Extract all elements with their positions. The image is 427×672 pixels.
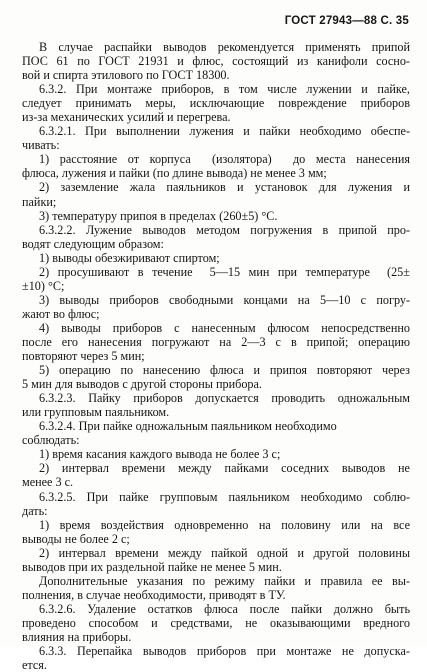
text-line: дать: (22, 503, 48, 518)
text-line: 6.3.2.4. При пайке одножальным паяльником необходимо (39, 419, 337, 434)
text-line: менее 3 с. (22, 475, 74, 490)
text-line: 2) интервал времени между пайкой одной и другой половины (39, 545, 410, 560)
text-line: 6.3.3. Перепайка выводов приборов при монтаже не допуска- (39, 644, 410, 659)
text-line: водят следующим образом: (22, 236, 164, 251)
body-text (22, 40, 410, 672)
text-line: полнения, в случае необходимости, приводят в ТУ. (22, 587, 286, 602)
text-line: 6.3.2.3. Пайку приборов допускается проводить одножальным (39, 391, 410, 406)
text-line: ПОС 61 по ГОСТ 21931 и флюс, состоящий из канифоли сосно- (22, 54, 410, 69)
text-line: 3) температуру припоя в пределах (260±5) °С. (39, 208, 278, 223)
text-line: 1) время касания каждого вывода не более 3 с; (39, 447, 281, 462)
text-line: 6.3.2.6. Удаление остатков флюса после пайки должно быть (39, 601, 410, 616)
text-line: В случае распайки выводов рекомендуется применять припой (39, 40, 410, 54)
text-line: 4) выводы приборов с нанесенным флюсом непосредственно (39, 320, 410, 335)
text-line: 1) время воздействия одновременно на половину или на все (39, 517, 410, 532)
text-line: вой и спирта этилового по ГОСТ 18300. (22, 68, 230, 83)
text-line: 5) операцию по нанесению флюса и припоя повторяют через (39, 363, 410, 378)
text-line: или групповым паяльником. (22, 405, 170, 420)
text-line: 2) заземление жала паяльников и установок для лужения и (39, 180, 410, 195)
text-line: пайки; (22, 194, 57, 209)
text-line: ется. (22, 658, 47, 672)
text-line: флюса, лужения и пайки (по длине вывода) не менее 3 мм; (22, 166, 327, 181)
text-line: 6.3.2.2. Лужение выводов методом погружения в припой про- (39, 222, 410, 237)
text-line: после его нанесения погружают на 2—3 с в припой; операцию (22, 334, 410, 349)
text-line: 6.3.2.1. При выполнении лужения и пайки необходимо обеспе- (39, 124, 410, 139)
text-line: 6.3.2.5. При пайке групповым паяльником необходимо соблю- (39, 489, 410, 504)
text-line: выводов при их раздельной пайке не менее 5 мин. (22, 559, 282, 574)
text-line: 1) выводы обезжиривают спиртом; (39, 250, 220, 265)
text-line: 2) интервал времени между пайками соседних выводов не (39, 461, 410, 476)
text-line: 6.3.2. При монтаже приборов, в том числе лужении и пайке, (39, 82, 410, 97)
text-line: 3) выводы приборов свободными концами на 5—10 с погру- (39, 292, 410, 307)
text-line: 1) расстояние от корпуса (изолятора) до места нанесения (39, 152, 410, 167)
text-line: 5 мин для выводов с другой стороны прибора. (22, 377, 262, 392)
text-line: проведено способом и средствами, не оказывающими вредного (22, 615, 410, 630)
text-line: влияния на приборы. (22, 629, 132, 644)
text-line: соблюдать: (22, 433, 80, 448)
page-header: ГОСТ 27943—88 С. 35 (284, 15, 409, 27)
text-line: 2) просушивают в течение 5—15 мин при температуре (25± (39, 264, 410, 279)
text-line: повторяют через 5 мин; (22, 349, 145, 364)
text-line: выводы не более 2 с; (22, 531, 130, 546)
text-line: ±10) °С; (22, 278, 65, 293)
text-line: жают во флюс; (22, 306, 100, 321)
text-line: следует принимать меры, исключающие повреждение приборов (22, 96, 410, 111)
text-line: Дополнительные указания по режиму пайки и правила ее вы- (39, 573, 410, 588)
text-line: чивать: (22, 138, 60, 153)
text-line: из-за механических усилий и перегрева. (22, 110, 231, 125)
